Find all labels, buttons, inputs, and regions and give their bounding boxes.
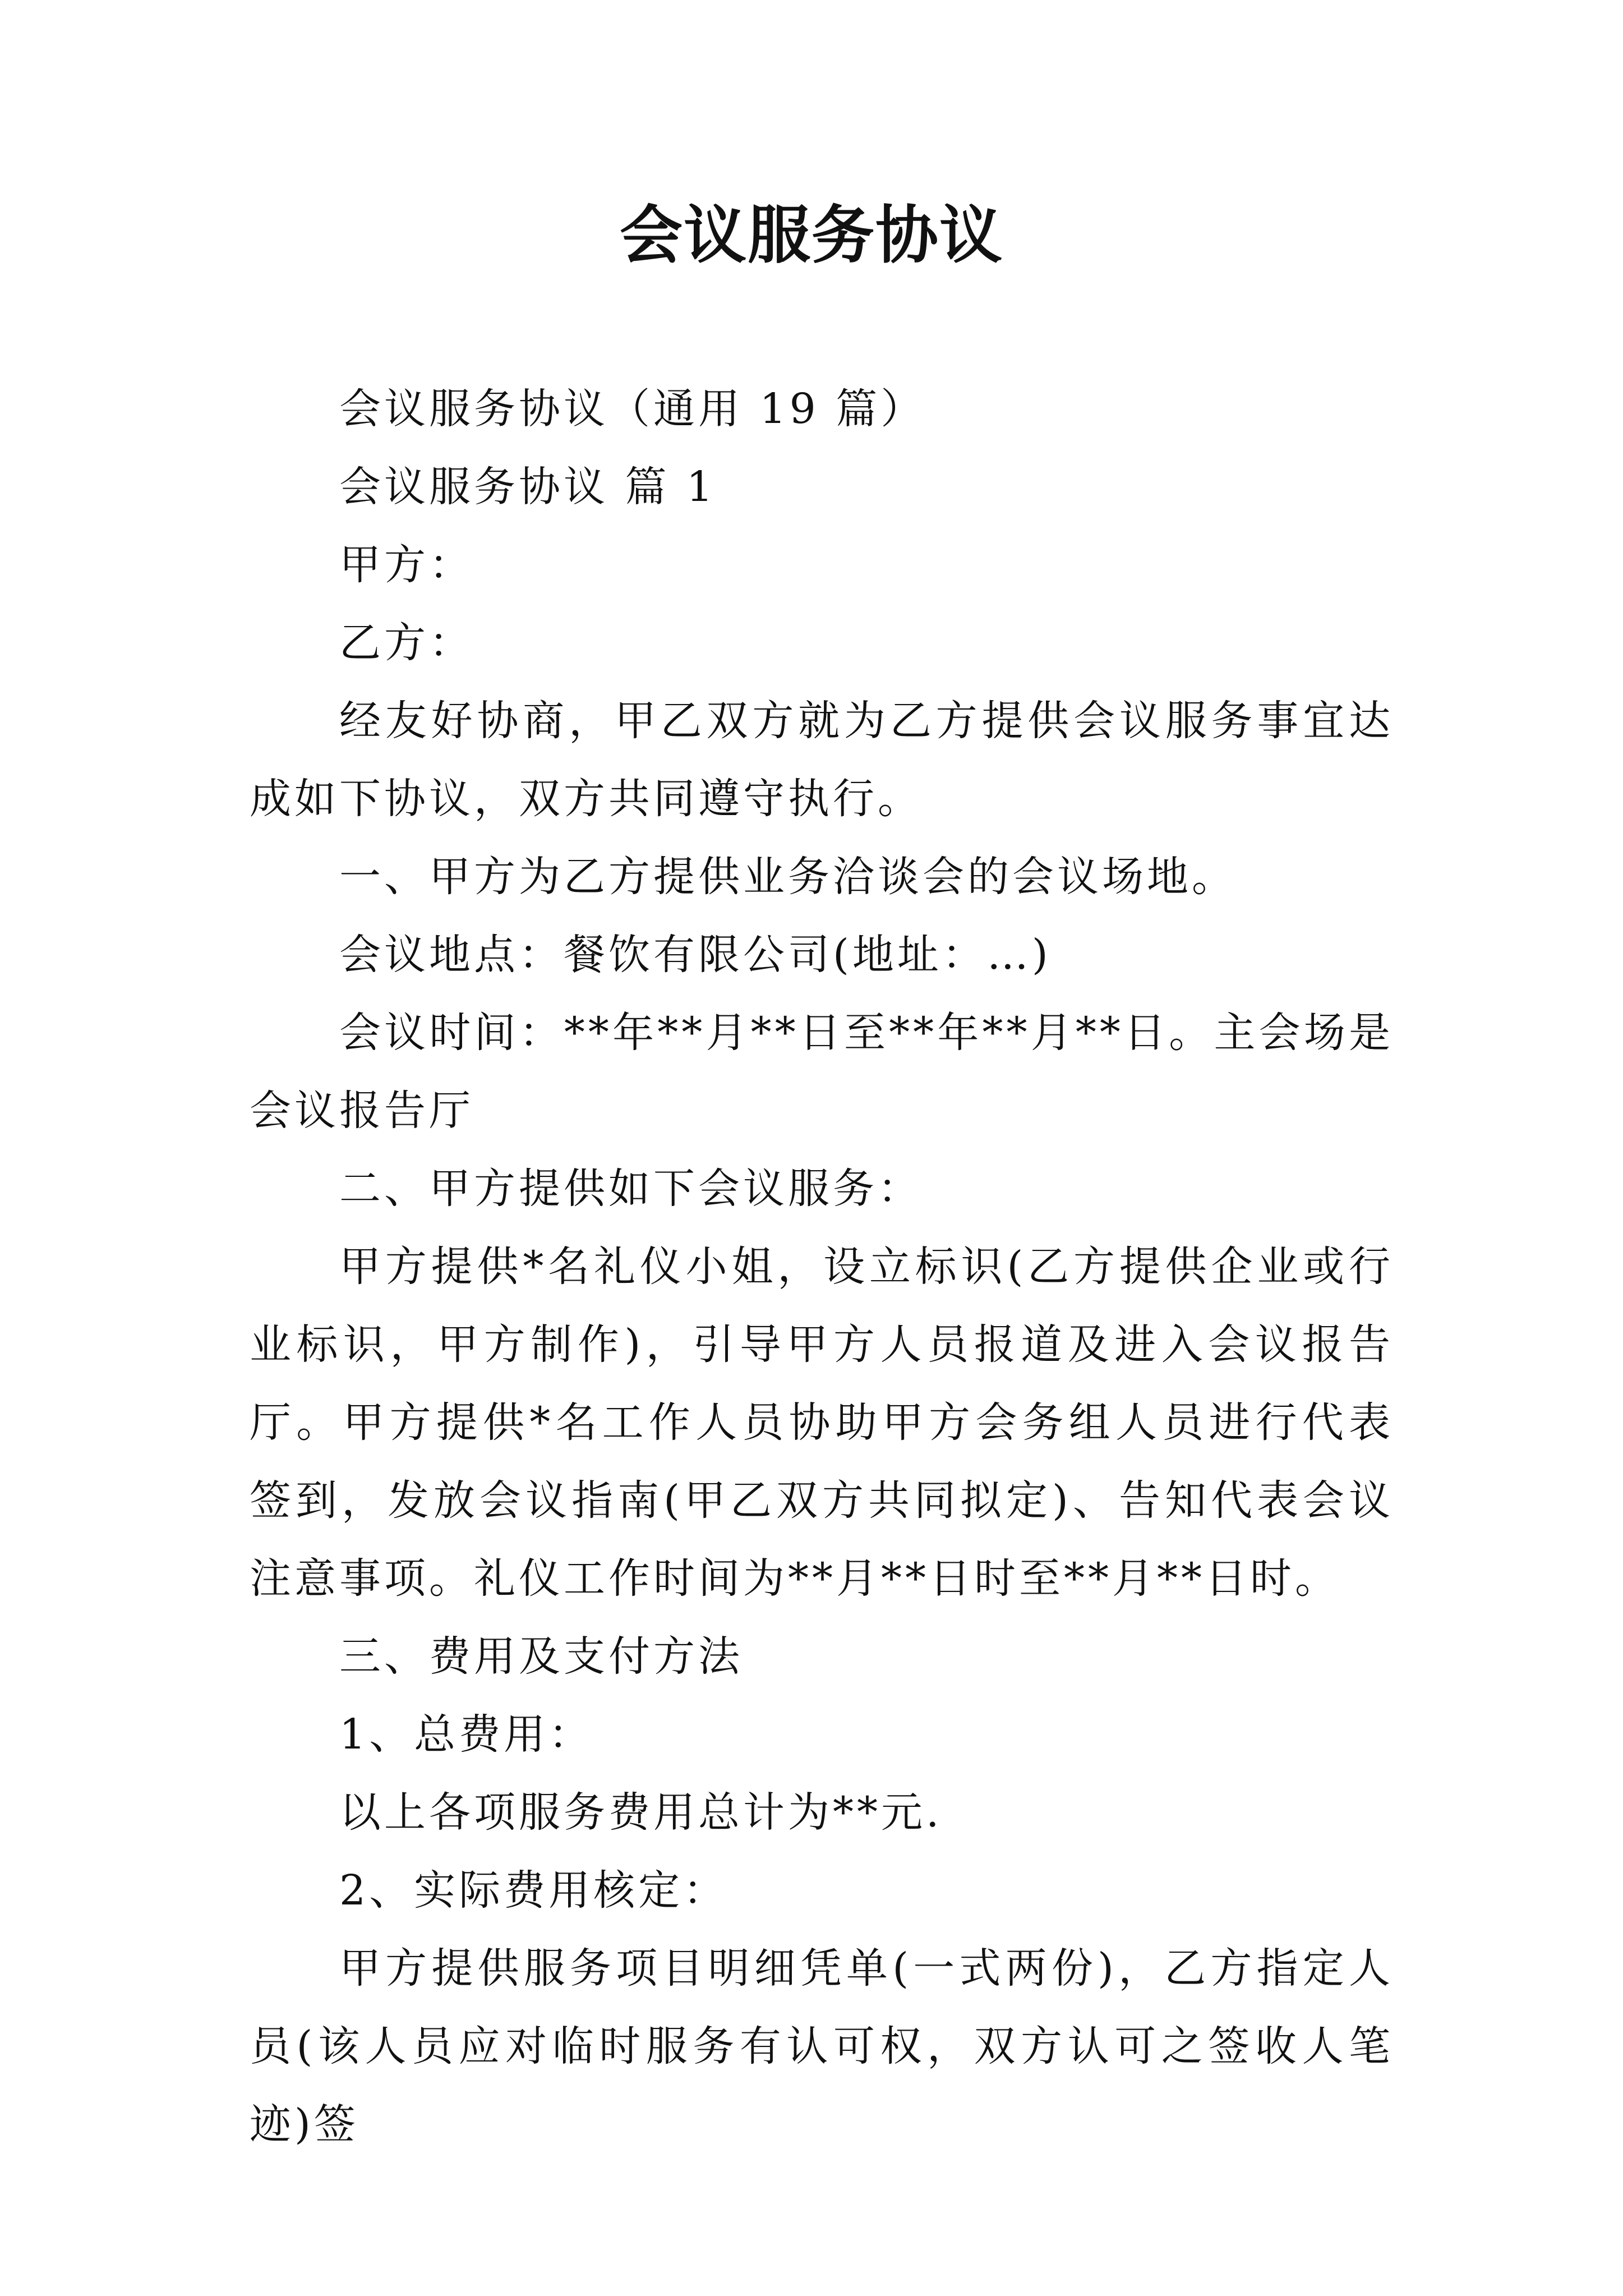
paragraph: 以上各项服务费用总计为**元. bbox=[339, 1788, 943, 1837]
document-title: 会议服务协议 bbox=[620, 199, 1003, 272]
paragraph: 经友好协商，甲乙双方就为乙方提供会议服务事宜达成如下协议，双方共同遵守执行。 bbox=[250, 697, 1394, 823]
section-heading: 会议服务协议 篇 1 bbox=[339, 463, 717, 511]
paragraph: 甲方提供*名礼仪小姐，设立标识(乙方提供企业或行业标识，甲方制作)，引导甲方人员报道及进入会议报告厅。甲方提供*名工作人员协助甲方会务组人员进行代表签到，发放会议指南(甲乙双方共同拟定)、告知代表会议注意事项。礼仪工作时间为**月**日时至**月**日时。 bbox=[250, 1243, 1394, 1603]
clause-heading: 三、费用及支付方法 bbox=[339, 1632, 743, 1681]
document-body bbox=[250, 370, 1394, 2164]
sub-clause-heading: 2、实际费用核定： bbox=[339, 1866, 728, 1915]
party-b-line: 乙方： bbox=[339, 619, 474, 667]
clause-heading: 二、甲方提供如下会议服务： bbox=[339, 1165, 923, 1213]
paragraph: 甲方提供服务项目明细凭单(一式两份)，乙方指定人员(该人员应对临时服务有认可权，双方认可之签收人笔迹)签 bbox=[250, 1944, 1394, 2148]
clause-heading: 一、甲方为乙方提供业务洽谈会的会议场地。 bbox=[339, 853, 1237, 901]
sub-clause-heading: 1、总费用： bbox=[339, 1710, 594, 1759]
paragraph: 会议时间：**年**月**日至**年**月**日。主会场是会议报告厅 bbox=[250, 1009, 1394, 1135]
party-a-line: 甲方： bbox=[339, 541, 474, 589]
paragraph: 会议地点：餐饮有限公司(地址：…) bbox=[339, 931, 1052, 979]
doc-subtitle: 会议服务协议（通用 19 篇） bbox=[339, 385, 926, 433]
